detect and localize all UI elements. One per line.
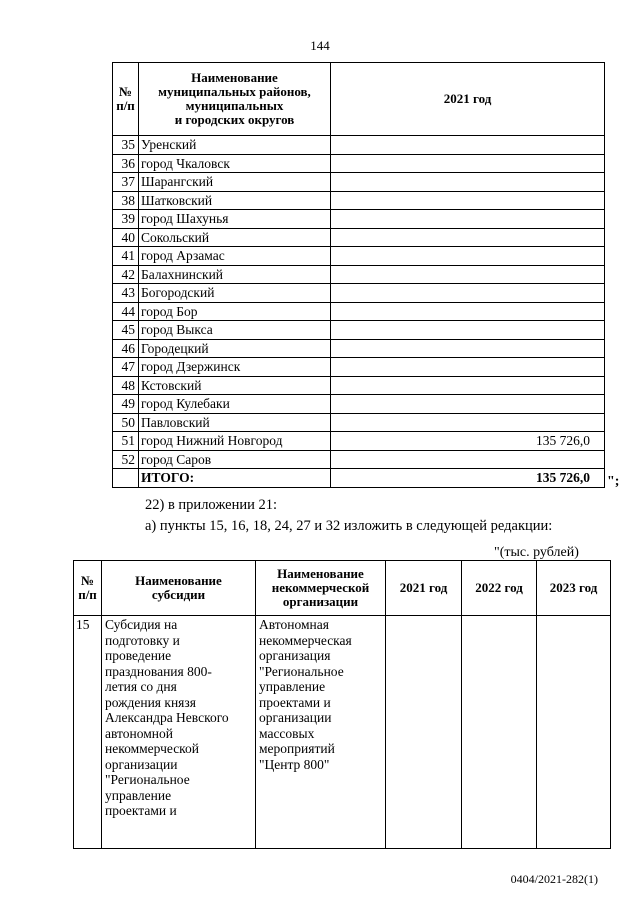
row-num: 43 <box>113 284 139 303</box>
header-org-line: Наименование <box>277 566 364 581</box>
district-value: 135 726,0 <box>331 432 605 451</box>
district-name: город Чкаловск <box>139 154 331 173</box>
row-num: 46 <box>113 339 139 358</box>
district-name: город Нижний Новгород <box>139 432 331 451</box>
district-value <box>331 173 605 192</box>
document-code: 0404/2021-282(1) <box>510 872 598 886</box>
district-row <box>113 154 605 173</box>
cell-line: автономной <box>105 725 173 741</box>
district-name: Шарангский <box>139 173 331 192</box>
row-num: 47 <box>113 358 139 377</box>
district-value <box>331 265 605 284</box>
district-name: город Кулебаки <box>139 395 331 414</box>
page-number: 144 <box>310 38 330 53</box>
cell-line: летия со дня <box>105 679 177 694</box>
district-row <box>113 321 605 340</box>
header-organization <box>256 561 386 616</box>
districts-table-header <box>113 63 605 136</box>
district-value <box>331 302 605 321</box>
cell-line: проведение <box>105 648 172 663</box>
value-2022 <box>462 616 537 849</box>
district-name: город Бор <box>139 302 331 321</box>
district-value <box>331 136 605 155</box>
header-subsidy-line: Наименование <box>135 573 222 588</box>
units-label: "(тыс. рублей) <box>494 545 579 560</box>
district-value <box>331 339 605 358</box>
district-name: Шатковский <box>139 191 331 210</box>
total-label: ИТОГО: <box>139 469 331 488</box>
cell-line: управление <box>259 679 326 694</box>
district-row <box>113 173 605 192</box>
district-name: Богородский <box>139 284 331 303</box>
district-row <box>113 450 605 469</box>
row-num: 41 <box>113 247 139 266</box>
cell-line: рождения князя <box>105 694 196 710</box>
header-name-line: муниципальных районов, <box>158 84 311 99</box>
row-num: 50 <box>113 413 139 432</box>
row-num: 40 <box>113 228 139 247</box>
row-num: 38 <box>113 191 139 210</box>
cell-line: Автономная <box>259 617 329 632</box>
subsidy-name-cell <box>102 616 256 849</box>
district-name: город Шахунья <box>139 210 331 229</box>
district-row <box>113 413 605 432</box>
row-num: 42 <box>113 265 139 284</box>
district-value <box>331 247 605 266</box>
header-2021: 2021 год <box>386 561 462 616</box>
district-row <box>113 339 605 358</box>
district-row <box>113 358 605 377</box>
district-row <box>113 247 605 266</box>
cell-line: подготовку и <box>105 632 180 648</box>
header-name <box>139 63 331 136</box>
district-row <box>113 191 605 210</box>
header-2023: 2023 год <box>537 561 611 616</box>
header-num <box>74 561 102 616</box>
row-num: 48 <box>113 376 139 395</box>
header-name-line: Наименование <box>191 70 278 85</box>
closing-quote: "; <box>607 474 620 489</box>
header-year: 2021 год <box>331 63 605 136</box>
district-name: Балахнинский <box>139 265 331 284</box>
cell-line: Субсидия на <box>105 617 178 632</box>
paragraph-items: а) пункты 15, 16, 18, 24, 27 и 32 изложить в следующей редакции: <box>145 518 553 534</box>
district-name: Уренский <box>139 136 331 155</box>
value-2023 <box>537 616 611 849</box>
header-num-line: № <box>118 84 133 99</box>
total-num-cell <box>113 469 139 488</box>
cell-line: управление <box>105 787 172 803</box>
district-value <box>331 395 605 414</box>
cell-line: "Региональное <box>105 772 190 787</box>
row-num: 44 <box>113 302 139 321</box>
header-subsidy <box>102 561 256 616</box>
organization-name-cell <box>256 616 386 849</box>
district-name: город Выкса <box>139 321 331 340</box>
cell-line: празднования 800- <box>105 663 212 679</box>
cell-line: проектами и <box>259 694 331 710</box>
header-num-line: п/п <box>78 587 97 602</box>
header-org-line: некоммерческой <box>271 580 370 595</box>
district-name: город Дзержинск <box>139 358 331 377</box>
district-name: город Саров <box>139 450 331 469</box>
district-name: Городецкий <box>139 339 331 358</box>
district-row <box>113 265 605 284</box>
total-value: 135 726,0 <box>331 469 605 488</box>
total-row <box>113 469 605 488</box>
cell-line: "Региональное <box>259 663 344 679</box>
district-value <box>331 321 605 340</box>
districts-table-body <box>113 136 605 469</box>
cell-line: "Центр 800" <box>259 756 330 772</box>
district-name: Павловский <box>139 413 331 432</box>
district-value <box>331 284 605 303</box>
cell-line: массовых <box>259 725 315 741</box>
district-value <box>331 413 605 432</box>
district-row <box>113 302 605 321</box>
district-row <box>113 136 605 155</box>
district-value <box>331 154 605 173</box>
row-num: 15 <box>74 616 102 849</box>
district-value <box>331 191 605 210</box>
row-num: 52 <box>113 450 139 469</box>
header-num <box>113 63 139 136</box>
cell-line: проектами и <box>105 803 177 818</box>
subsidy-table-header <box>74 561 611 616</box>
district-name: Кстовский <box>139 376 331 395</box>
row-num: 36 <box>113 154 139 173</box>
cell-line: Александра Невского <box>105 710 229 725</box>
district-value <box>331 376 605 395</box>
header-num-line: № <box>80 573 95 588</box>
row-num: 37 <box>113 173 139 192</box>
paragraph-appendix: 22) в приложении 21: <box>145 497 278 513</box>
district-value <box>331 358 605 377</box>
cell-line: организация <box>259 648 331 663</box>
value-2021 <box>386 616 462 849</box>
cell-line: мероприятий <box>259 741 335 756</box>
subsidy-row <box>74 616 611 849</box>
row-num: 51 <box>113 432 139 451</box>
cell-line: некоммерческой <box>105 741 200 756</box>
header-2022: 2022 год <box>462 561 537 616</box>
district-value <box>331 450 605 469</box>
cell-line: некоммерческая <box>259 632 352 648</box>
header-num-line: п/п <box>116 98 135 113</box>
district-name: Сокольский <box>139 228 331 247</box>
district-name: город Арзамас <box>139 247 331 266</box>
district-row <box>113 376 605 395</box>
row-num: 39 <box>113 210 139 229</box>
header-name-line: муниципальных <box>185 98 284 113</box>
header-org-line: организации <box>282 594 359 609</box>
subsidy-table <box>73 560 611 849</box>
district-row <box>113 395 605 414</box>
district-value <box>331 228 605 247</box>
header-subsidy-line: субсидии <box>151 587 206 602</box>
district-row <box>113 210 605 229</box>
district-row <box>113 284 605 303</box>
districts-table <box>112 62 605 488</box>
row-num: 35 <box>113 136 139 155</box>
district-row <box>113 432 605 451</box>
row-num: 45 <box>113 321 139 340</box>
district-row <box>113 228 605 247</box>
district-value <box>331 210 605 229</box>
cell-line: организации <box>259 710 332 725</box>
cell-line: организации <box>105 756 178 772</box>
header-name-line: и городских округов <box>174 112 295 127</box>
row-num: 49 <box>113 395 139 414</box>
